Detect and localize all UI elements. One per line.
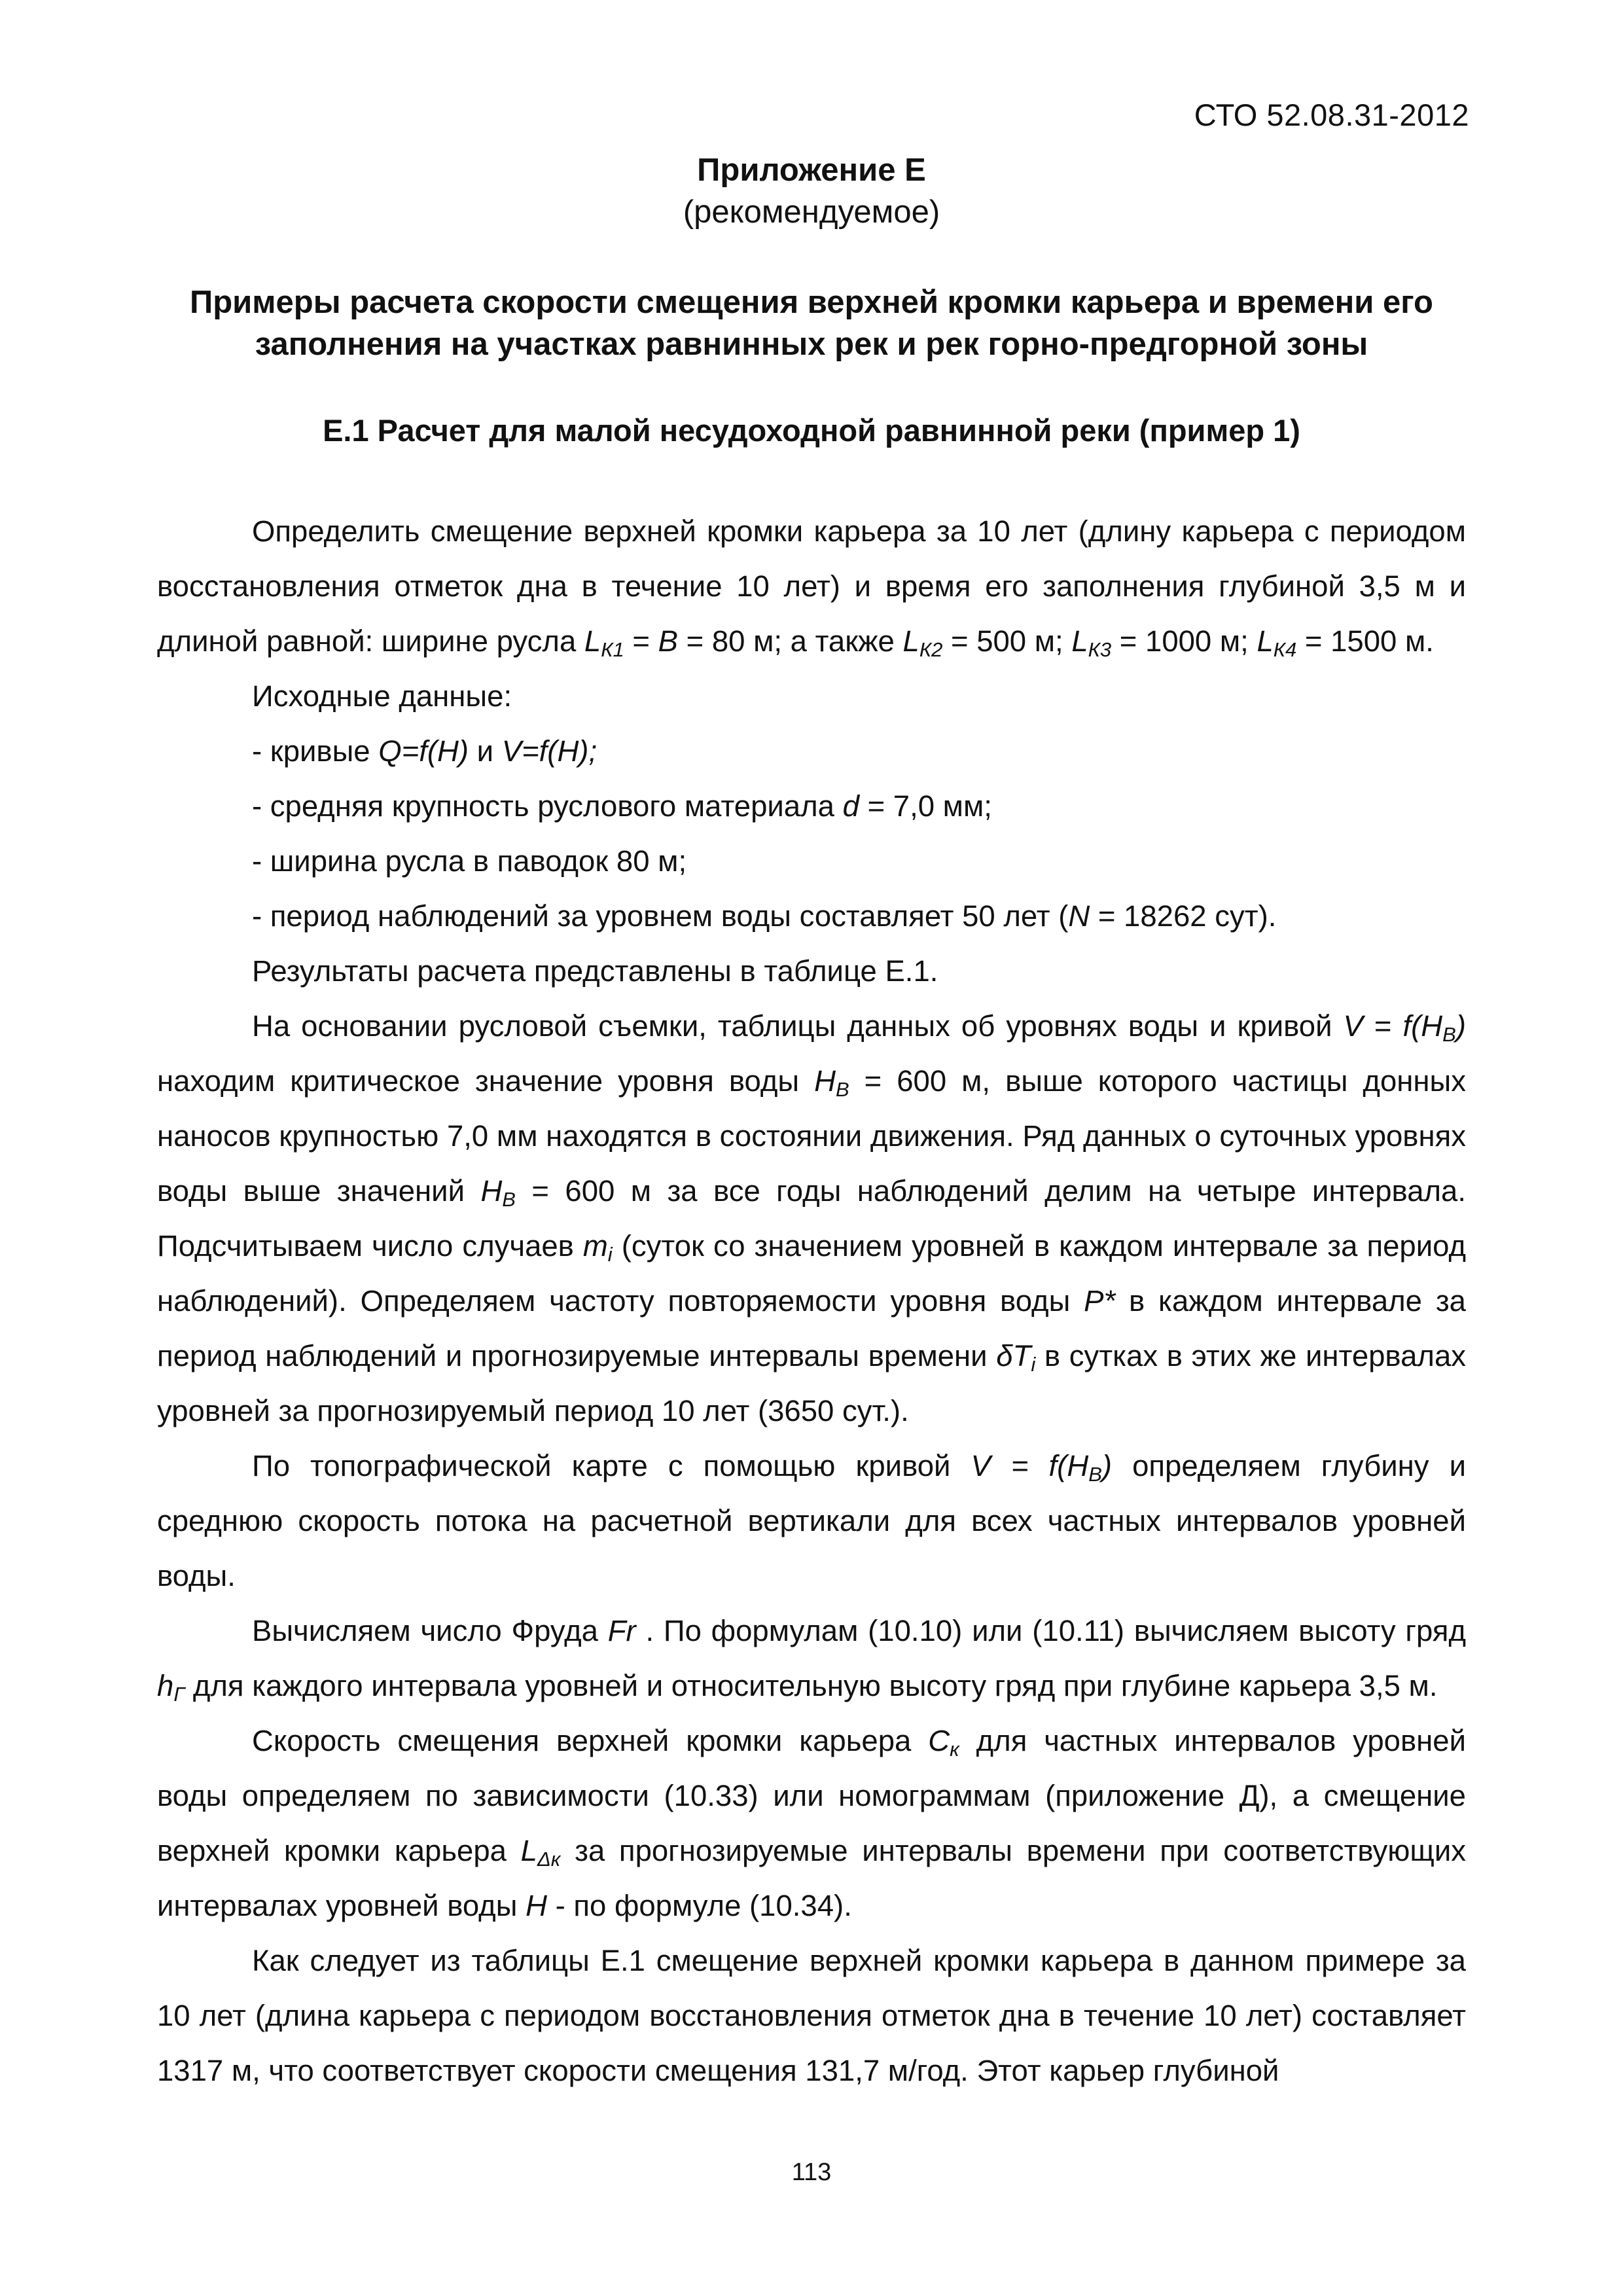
- appendix-subtitle: (рекомендуемое): [683, 194, 940, 230]
- list-item: - средняя крупность руслового материала d = 7,0 мм;: [252, 789, 992, 823]
- source-data-label: Исходные данные:: [252, 679, 512, 713]
- page-number: 113: [791, 2159, 832, 2186]
- paragraph-conclusion: Как следует из таблицы Е.1 смещение верхней кромки карьера в данном примере за 10 лет (длина карьера с периодом восстановления отметок дна в течение 10 лет) составляет 1317 м, что соответствует скорости смещения 131,7 м/год. Этот карьер глубиной: [157, 1944, 1466, 2087]
- paragraph-task: Определить смещение верхней кромки карьера за 10 лет (длину карьера с периодом восстановления отметок дна в течение 10 лет) и время его заполнения глубиной 3,5 м и длиной равной: ширине русла $L_{К1} = B = 80$ м; а также $L_{К2} = 500$ м; $L_{К3} = 1000$ м; $L_{К4} = 1500$ м.: [157, 514, 1466, 661]
- appendix-title: Приложение Е: [697, 152, 926, 188]
- list-item: - ширина русла в паводок 80 м;: [252, 844, 687, 878]
- list-item: - кривые Q=f(H) и V=f(H);: [252, 734, 597, 768]
- main-title-line-2: заполнения на участках равнинных рек и рек горно-предгорной зоны: [255, 327, 1368, 362]
- paragraph-froude: Вычисляем число Фруда Fr . По формулам (10.10) или (10.11) вычисляем высоту гряд $h_Г$ для каждого интервала уровней и относительную высоту гряд при глубине карьера 3,5 м.: [157, 1614, 1466, 1706]
- section-title: Е.1 Расчет для малой несудоходной равнинной реки (пример 1): [323, 413, 1300, 448]
- paragraph-topographic: По топографической карте с помощью кривой $V = f(H_В)$ определяем глубину и среднюю скорость потока на расчетной вертикали для всех частных интервалов уровней воды.: [157, 1449, 1467, 1592]
- list-item: - период наблюдений за уровнем воды составляет 50 лет (N = 18262 сут).: [252, 899, 1277, 933]
- main-title: [0, 281, 1623, 365]
- main-title-line-1: Примеры расчета скорости смещения верхней кромки карьера и времени его: [190, 285, 1433, 320]
- paragraph-critical-level: На основании русловой съемки, таблицы данных об уровнях воды и кривой $V = f(H_В)$ находим критическое значение уровня воды $H_В = 600$ м, выше которого частицы донных наносов крупностью 7,0 мм находятся в состоянии движения. Ряд данных о суточных уровнях воды выше значений $H_В = 600$ м за все годы наблюдений делим на четыре интервала. Подсчитываем число случаев $m_i$ (суток со значением уровней в каждом интервале за период наблюдений). Определяем частоту повторяемости уровня воды P* в каждом интервале за период наблюдений и прогнозируемые интервалы времени $\delta T_i$ в сутках в этих же интервалах уровней за прогнозируемый период 10 лет (3650 сут.).: [157, 1009, 1466, 1427]
- body-text: [157, 504, 1466, 2098]
- paragraph-speed: Скорость смещения верхней кромки карьера $C_к$ для частных интервалов уровней воды определяем по зависимости (10.33) или номограммам (приложение Д), а смещение верхней кромки карьера $L_{\Delta к}$ за прогнозируемые интервалы времени при соответствующих интервалах уровней воды H - по формуле (10.34).: [157, 1724, 1467, 1922]
- document-code: СТО 52.08.31-2012: [1194, 98, 1469, 132]
- results-line: Результаты расчета представлены в таблице Е.1.: [252, 954, 938, 988]
